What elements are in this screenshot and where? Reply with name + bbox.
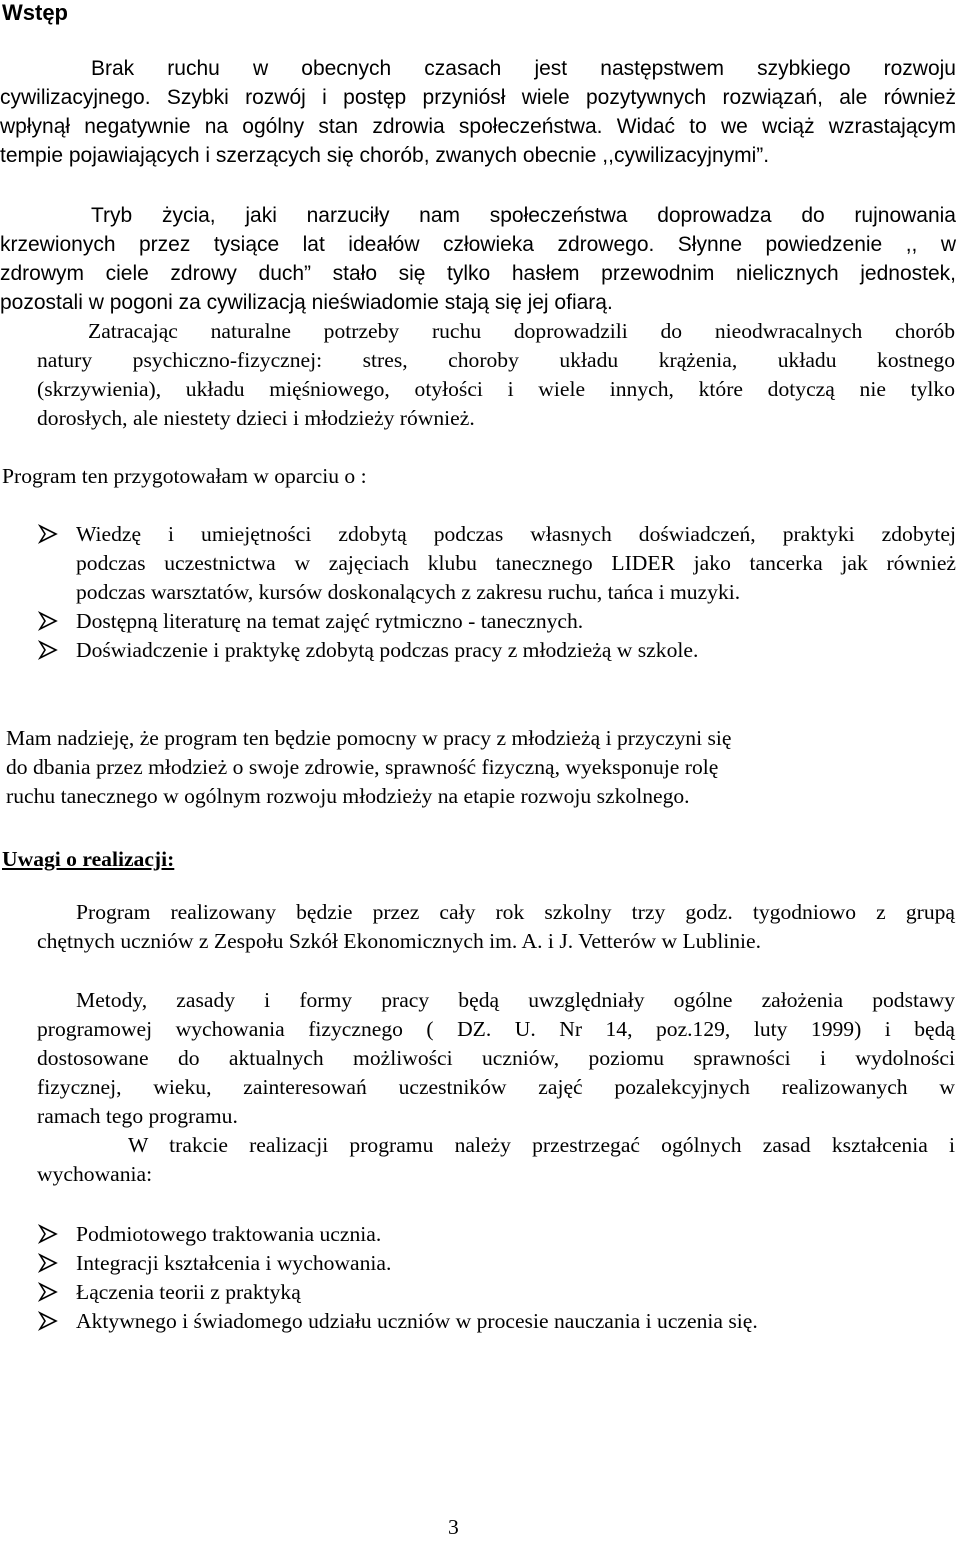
sources-list xyxy=(38,520,956,665)
text-line: Program realizowany będzie przez cały rok szkolny trzy godz. tygodniowo z grupą xyxy=(76,900,955,924)
remarks-paragraph-2 xyxy=(37,986,955,1131)
text-line: dostosowane do aktualnych możliwości uczniów, poziomu sprawności i wydolności xyxy=(37,1046,955,1070)
list-item xyxy=(38,1278,956,1307)
arrow-bullet-icon xyxy=(38,640,58,660)
text-line: wychowania: xyxy=(37,1162,153,1186)
text-line: natury psychiczno-fizycznej: stres, choroby układu krążenia, układu kostnego xyxy=(37,348,955,372)
text-line: wpłynął negatywnie na ogólny stan zdrowia społeczeństwa. Widać to we wciąż wzrastającym xyxy=(0,115,956,138)
text-line: Wiedzę i umiejętności zdobytą podczas własnych doświadczeń, praktyki zdobytej xyxy=(76,522,956,546)
hope-paragraph xyxy=(6,724,731,811)
text-line: Aktywnego i świadomego udziału uczniów w procesie nauczania i uczenia się. xyxy=(76,1309,758,1333)
text-line: dorosłych, ale niestety dzieci i młodzieży również. xyxy=(37,406,475,430)
page-heading: Wstęp xyxy=(2,0,68,25)
text-line: podczas warsztatów, kursów doskonalących z zakresu ruchu, tańca i muzyki. xyxy=(76,580,741,604)
text-line: W trakcie realizacji programu należy przestrzegać ogólnych zasad kształcenia i xyxy=(128,1133,955,1157)
text-line: Mam nadzieję, że program ten będzie pomocny w pracy z młodzieżą i przyczyni się xyxy=(6,726,732,750)
text-line: Zatracając naturalne potrzeby ruchu doprowadzili do nieodwracalnych chorób xyxy=(88,319,955,343)
remarks-paragraph-3 xyxy=(37,1131,955,1189)
arrow-bullet-icon xyxy=(38,1311,58,1331)
list-item xyxy=(38,1307,956,1336)
text-line: cywilizacyjnego. Szybki rozwój i postęp przyniósł wiele pozytywnych rozwiązań, ale również xyxy=(0,86,956,109)
text-line: Podmiotowego traktowania ucznia. xyxy=(76,1222,382,1246)
intro-paragraph-2 xyxy=(0,201,956,317)
arrow-bullet-icon xyxy=(38,1253,58,1273)
intro-paragraph-1 xyxy=(0,54,956,170)
list-item xyxy=(38,607,956,636)
text-line: ramach tego programu. xyxy=(37,1104,238,1128)
remarks-paragraph-1 xyxy=(37,898,955,956)
remarks-heading: Uwagi o realizacji: xyxy=(2,847,175,871)
program-intro: Program ten przygotowałam w oparciu o : xyxy=(2,464,367,488)
text-line: programowej wychowania fizycznego ( DZ. U. Nr 14, poz.129, luty 1999) i będą xyxy=(37,1017,955,1041)
text-line: chętnych uczniów z Zespołu Szkół Ekonomicznych im. A. i J. Vetterów w Lublinie. xyxy=(37,929,762,953)
text-line: ruchu tanecznego w ogólnym rozwoju młodzieży na etapie rozwoju szkolnego. xyxy=(6,784,690,808)
arrow-bullet-icon xyxy=(38,611,58,631)
text-line: Integracji kształcenia i wychowania. xyxy=(76,1251,392,1275)
arrow-bullet-icon xyxy=(38,1282,58,1302)
text-line: Tryb życia, jaki narzuciły nam społeczeństwa doprowadza do rujnowania xyxy=(91,204,956,227)
text-line: krzewionych przez tysiące lat ideałów człowieka zdrowego. Słynne powiedzenie ,, w xyxy=(0,233,956,256)
intro-paragraph-3 xyxy=(37,317,955,433)
list-item xyxy=(38,1220,956,1249)
arrow-bullet-icon xyxy=(38,524,58,544)
text-line: Łączenia teorii z praktyką xyxy=(76,1280,301,1304)
text-line: (skrzywienia), układu mięśniowego, otyłości i wiele innych, które dotyczą nie tylko xyxy=(37,377,955,401)
text-line: tempie pojawiających i szerzących się chorób, zwanych obecnie ,,cywilizacyjnymi”. xyxy=(0,144,770,167)
text-line: podczas uczestnictwa w zajęciach klubu tanecznego LIDER jako tancerka jak również xyxy=(76,551,956,575)
text-line: do dbania przez młodzież o swoje zdrowie, sprawność fizyczną, wyeksponuje rolę xyxy=(6,755,719,779)
list-item xyxy=(38,1249,956,1278)
page-number: 3 xyxy=(448,1515,459,1539)
text-line: Dostępną literaturę na temat zajęć rytmiczno - tanecznych. xyxy=(76,609,584,633)
text-line: Metody, zasady i formy pracy będą uwzględniały ogólne założenia podstawy xyxy=(76,988,955,1012)
text-line: Doświadczenie i praktykę zdobytą podczas pracy z młodzieżą w szkole. xyxy=(76,638,699,662)
text-line: fizycznej, wieku, zainteresowań uczestników zajęć pozalekcyjnych realizowanych w xyxy=(37,1075,955,1099)
arrow-bullet-icon xyxy=(38,1224,58,1244)
list-item xyxy=(38,636,956,665)
text-line: zdrowym ciele zdrowy duch” stało się tylko hasłem przewodnim nielicznych jednostek, xyxy=(0,262,956,285)
list-item xyxy=(38,520,956,607)
text-line: Brak ruchu w obecnych czasach jest następstwem szybkiego rozwoju xyxy=(91,57,956,80)
text-line: pozostali w pogoni za cywilizacją nieświadomie stają się jej ofiarą. xyxy=(0,291,613,314)
principles-list xyxy=(38,1220,956,1336)
